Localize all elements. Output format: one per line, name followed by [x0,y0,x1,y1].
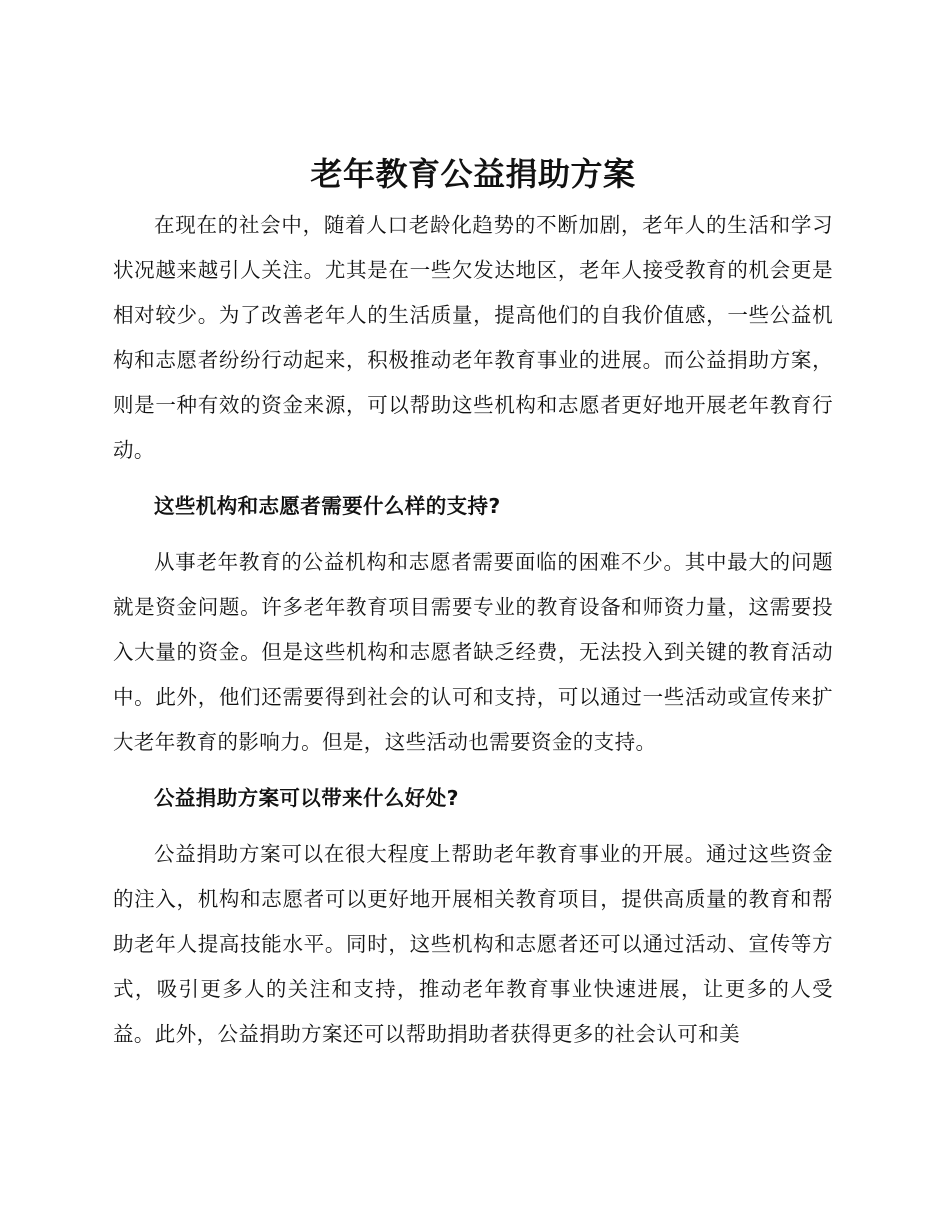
intro-paragraph: 在现在的社会中，随着人口老龄化趋势的不断加剧，老年人的生活和学习状况越来越引人关注。尤其是在一些欠发达地区，老年人接受教育的机会更是相对较少。为了改善老年人的生活质量，提高他们的自我价值感，一些公益机构和志愿者纷纷行动起来，积极推动老年教育事业的进展。而公益捐助方案，则是一种有效的资金来源，可以帮助这些机构和志愿者更好地开展老年教育行动。 [113,213,833,462]
section-heading-benefits: 公益捐助方案可以带来什么好处? [154,786,459,810]
document-page [113,148,833,1057]
support-paragraph: 从事老年教育的公益机构和志愿者需要面临的困难不少。其中最大的问题就是资金问题。许多老年教育项目需要专业的教育设备和师资力量，这需要投入大量的资金。但是这些机构和志愿者缺乏经费，无法投入到关键的教育活动中。此外，他们还需要得到社会的认可和支持，可以通过一些活动或宣传来扩大老年教育的影响力。但是，这些活动也需要资金的支持。 [113,550,833,754]
document-title: 老年教育公益捐助方案 [310,155,636,193]
section-heading-support-needed: 这些机构和志愿者需要什么样的支持? [154,494,501,518]
benefits-paragraph: 公益捐助方案可以在很大程度上帮助老年教育事业的开展。通过这些资金的注入，机构和志愿者可以更好地开展相关教育项目，提供高质量的教育和帮助老年人提高技能水平。同时，这些机构和志愿者还可以通过活动、宣传等方式，吸引更多人的关注和支持，推动老年教育事业快速进展，让更多的人受益。此外，公益捐助方案还可以帮助捐助者获得更多的社会认可和美 [113,842,833,1046]
